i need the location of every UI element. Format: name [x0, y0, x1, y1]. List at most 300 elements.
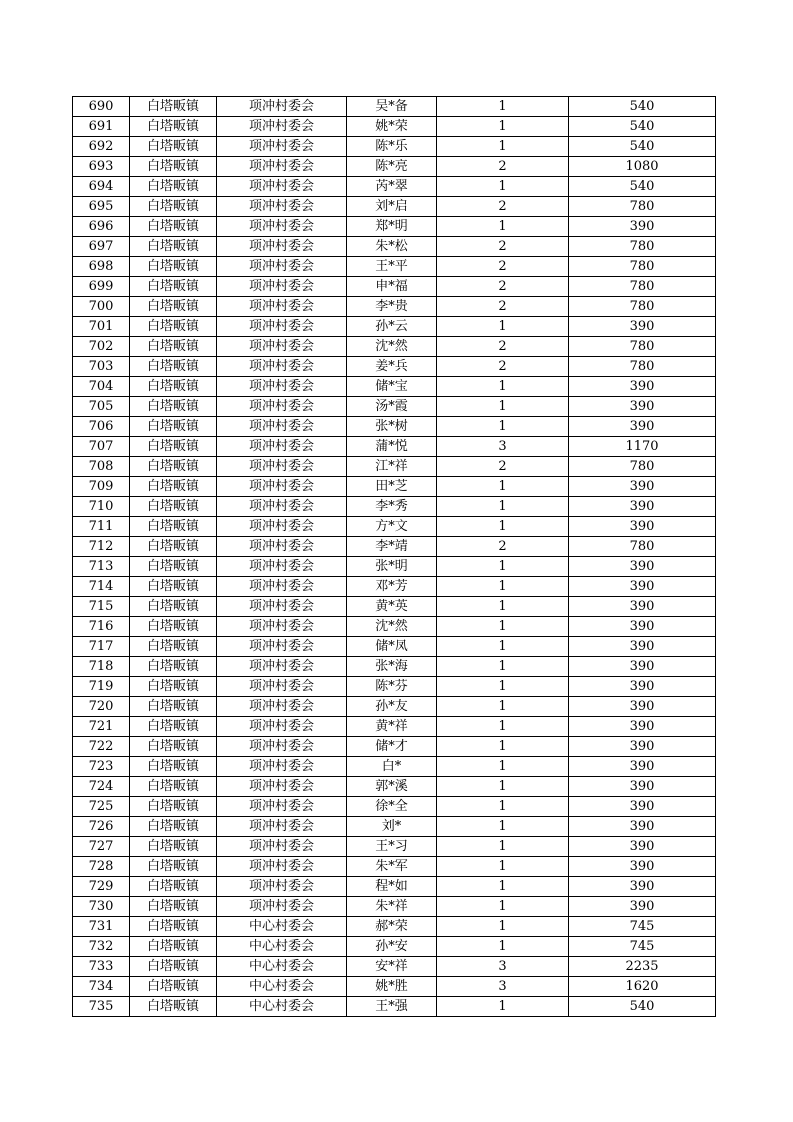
amount-cell: 390 [569, 837, 716, 857]
person-name-cell: 王*平 [347, 257, 437, 277]
table-row [73, 257, 716, 277]
row-number-cell: 722 [73, 737, 130, 757]
amount-cell: 780 [569, 357, 716, 377]
row-number-cell: 730 [73, 897, 130, 917]
person-name-cell: 孙*友 [347, 697, 437, 717]
household-count-cell: 3 [437, 437, 569, 457]
town-cell: 白塔畈镇 [130, 717, 217, 737]
person-name-cell: 沈*然 [347, 617, 437, 637]
household-count-cell: 1 [437, 717, 569, 737]
town-cell: 白塔畈镇 [130, 697, 217, 717]
household-count-cell: 2 [437, 297, 569, 317]
row-number-cell: 699 [73, 277, 130, 297]
person-name-cell: 申*福 [347, 277, 437, 297]
amount-cell: 390 [569, 377, 716, 397]
village-committee-cell: 项冲村委会 [217, 217, 347, 237]
amount-cell: 780 [569, 197, 716, 217]
amount-cell: 390 [569, 857, 716, 877]
row-number-cell: 731 [73, 917, 130, 937]
village-committee-cell: 中心村委会 [217, 957, 347, 977]
town-cell: 白塔畈镇 [130, 997, 217, 1017]
table-row [73, 857, 716, 877]
amount-cell: 390 [569, 637, 716, 657]
village-committee-cell: 项冲村委会 [217, 357, 347, 377]
person-name-cell: 朱*军 [347, 857, 437, 877]
row-number-cell: 716 [73, 617, 130, 637]
household-count-cell: 2 [437, 237, 569, 257]
row-number-cell: 728 [73, 857, 130, 877]
village-committee-cell: 项冲村委会 [217, 897, 347, 917]
table-row [73, 337, 716, 357]
person-name-cell: 郑*明 [347, 217, 437, 237]
household-count-cell: 1 [437, 477, 569, 497]
row-number-cell: 727 [73, 837, 130, 857]
table-row [73, 437, 716, 457]
table-row [73, 597, 716, 617]
row-number-cell: 721 [73, 717, 130, 737]
town-cell: 白塔畈镇 [130, 917, 217, 937]
village-committee-cell: 项冲村委会 [217, 757, 347, 777]
person-name-cell: 陈*乐 [347, 137, 437, 157]
amount-cell: 390 [569, 517, 716, 537]
amount-cell: 390 [569, 557, 716, 577]
village-committee-cell: 项冲村委会 [217, 737, 347, 757]
town-cell: 白塔畈镇 [130, 477, 217, 497]
amount-cell: 390 [569, 477, 716, 497]
town-cell: 白塔畈镇 [130, 177, 217, 197]
amount-cell: 780 [569, 297, 716, 317]
household-count-cell: 1 [437, 837, 569, 857]
town-cell: 白塔畈镇 [130, 337, 217, 357]
village-committee-cell: 项冲村委会 [217, 97, 347, 117]
village-committee-cell: 项冲村委会 [217, 277, 347, 297]
household-count-cell: 2 [437, 537, 569, 557]
amount-cell: 540 [569, 97, 716, 117]
amount-cell: 390 [569, 737, 716, 757]
table-row [73, 977, 716, 997]
household-count-cell: 2 [437, 457, 569, 477]
town-cell: 白塔畈镇 [130, 317, 217, 337]
household-count-cell: 1 [437, 777, 569, 797]
row-number-cell: 714 [73, 577, 130, 597]
amount-cell: 1080 [569, 157, 716, 177]
household-count-cell: 1 [437, 217, 569, 237]
amount-cell: 390 [569, 817, 716, 837]
village-committee-cell: 项冲村委会 [217, 117, 347, 137]
person-name-cell: 安*祥 [347, 957, 437, 977]
row-number-cell: 707 [73, 437, 130, 457]
person-name-cell: 孙*云 [347, 317, 437, 337]
roster-table-body [73, 97, 716, 1017]
household-count-cell: 1 [437, 677, 569, 697]
household-count-cell: 1 [437, 577, 569, 597]
row-number-cell: 706 [73, 417, 130, 437]
row-number-cell: 725 [73, 797, 130, 817]
village-committee-cell: 项冲村委会 [217, 597, 347, 617]
amount-cell: 390 [569, 397, 716, 417]
town-cell: 白塔畈镇 [130, 257, 217, 277]
row-number-cell: 724 [73, 777, 130, 797]
village-committee-cell: 中心村委会 [217, 977, 347, 997]
person-name-cell: 汤*霞 [347, 397, 437, 417]
amount-cell: 390 [569, 757, 716, 777]
amount-cell: 780 [569, 457, 716, 477]
village-committee-cell: 项冲村委会 [217, 697, 347, 717]
row-number-cell: 726 [73, 817, 130, 837]
table-row [73, 777, 716, 797]
town-cell: 白塔畈镇 [130, 857, 217, 877]
household-count-cell: 1 [437, 737, 569, 757]
table-row [73, 157, 716, 177]
town-cell: 白塔畈镇 [130, 417, 217, 437]
amount-cell: 390 [569, 717, 716, 737]
town-cell: 白塔畈镇 [130, 657, 217, 677]
town-cell: 白塔畈镇 [130, 277, 217, 297]
table-row [73, 97, 716, 117]
row-number-cell: 692 [73, 137, 130, 157]
amount-cell: 390 [569, 677, 716, 697]
household-count-cell: 1 [437, 597, 569, 617]
table-row [73, 297, 716, 317]
town-cell: 白塔畈镇 [130, 97, 217, 117]
table-row [73, 197, 716, 217]
village-committee-cell: 项冲村委会 [217, 857, 347, 877]
village-committee-cell: 项冲村委会 [217, 137, 347, 157]
village-committee-cell: 中心村委会 [217, 937, 347, 957]
town-cell: 白塔畈镇 [130, 297, 217, 317]
person-name-cell: 张*树 [347, 417, 437, 437]
table-row [73, 897, 716, 917]
row-number-cell: 715 [73, 597, 130, 617]
person-name-cell: 郭*溪 [347, 777, 437, 797]
amount-cell: 780 [569, 257, 716, 277]
table-row [73, 397, 716, 417]
person-name-cell: 蒲*悦 [347, 437, 437, 457]
village-committee-cell: 项冲村委会 [217, 157, 347, 177]
amount-cell: 780 [569, 337, 716, 357]
village-committee-cell: 项冲村委会 [217, 577, 347, 597]
village-committee-cell: 项冲村委会 [217, 457, 347, 477]
person-name-cell: 黄*祥 [347, 717, 437, 737]
row-number-cell: 733 [73, 957, 130, 977]
row-number-cell: 734 [73, 977, 130, 997]
town-cell: 白塔畈镇 [130, 377, 217, 397]
row-number-cell: 723 [73, 757, 130, 777]
village-committee-cell: 项冲村委会 [217, 177, 347, 197]
row-number-cell: 708 [73, 457, 130, 477]
amount-cell: 540 [569, 117, 716, 137]
table-row [73, 557, 716, 577]
town-cell: 白塔畈镇 [130, 777, 217, 797]
town-cell: 白塔畈镇 [130, 617, 217, 637]
row-number-cell: 710 [73, 497, 130, 517]
table-row [73, 377, 716, 397]
village-committee-cell: 项冲村委会 [217, 437, 347, 457]
village-committee-cell: 项冲村委会 [217, 497, 347, 517]
table-row [73, 657, 716, 677]
table-row [73, 677, 716, 697]
person-name-cell: 吴*备 [347, 97, 437, 117]
row-number-cell: 718 [73, 657, 130, 677]
row-number-cell: 695 [73, 197, 130, 217]
amount-cell: 390 [569, 877, 716, 897]
person-name-cell: 田*芝 [347, 477, 437, 497]
household-count-cell: 2 [437, 257, 569, 277]
household-count-cell: 1 [437, 797, 569, 817]
amount-cell: 745 [569, 937, 716, 957]
person-name-cell: 芮*翠 [347, 177, 437, 197]
table-row [73, 237, 716, 257]
person-name-cell: 黄*英 [347, 597, 437, 617]
person-name-cell: 张*海 [347, 657, 437, 677]
village-committee-cell: 项冲村委会 [217, 197, 347, 217]
person-name-cell: 邓*芳 [347, 577, 437, 597]
household-count-cell: 1 [437, 897, 569, 917]
table-row [73, 957, 716, 977]
table-row [73, 357, 716, 377]
amount-cell: 390 [569, 697, 716, 717]
household-count-cell: 1 [437, 937, 569, 957]
town-cell: 白塔畈镇 [130, 897, 217, 917]
town-cell: 白塔畈镇 [130, 117, 217, 137]
household-count-cell: 1 [437, 877, 569, 897]
row-number-cell: 696 [73, 217, 130, 237]
row-number-cell: 693 [73, 157, 130, 177]
village-committee-cell: 项冲村委会 [217, 557, 347, 577]
village-committee-cell: 项冲村委会 [217, 337, 347, 357]
table-row [73, 617, 716, 637]
household-count-cell: 1 [437, 817, 569, 837]
person-name-cell: 沈*然 [347, 337, 437, 357]
table-row [73, 517, 716, 537]
household-count-cell: 1 [437, 117, 569, 137]
village-committee-cell: 项冲村委会 [217, 297, 347, 317]
village-committee-cell: 项冲村委会 [217, 537, 347, 557]
amount-cell: 1170 [569, 437, 716, 457]
row-number-cell: 712 [73, 537, 130, 557]
village-committee-cell: 项冲村委会 [217, 417, 347, 437]
amount-cell: 390 [569, 657, 716, 677]
town-cell: 白塔畈镇 [130, 957, 217, 977]
town-cell: 白塔畈镇 [130, 517, 217, 537]
person-name-cell: 程*如 [347, 877, 437, 897]
town-cell: 白塔畈镇 [130, 877, 217, 897]
household-count-cell: 1 [437, 497, 569, 517]
amount-cell: 390 [569, 497, 716, 517]
town-cell: 白塔畈镇 [130, 537, 217, 557]
town-cell: 白塔畈镇 [130, 197, 217, 217]
village-committee-cell: 项冲村委会 [217, 677, 347, 697]
row-number-cell: 713 [73, 557, 130, 577]
row-number-cell: 709 [73, 477, 130, 497]
table-row [73, 537, 716, 557]
town-cell: 白塔畈镇 [130, 977, 217, 997]
household-count-cell: 2 [437, 197, 569, 217]
row-number-cell: 698 [73, 257, 130, 277]
table-row [73, 277, 716, 297]
person-name-cell: 姚*胜 [347, 977, 437, 997]
household-count-cell: 1 [437, 617, 569, 637]
table-row [73, 917, 716, 937]
table-row [73, 817, 716, 837]
village-committee-cell: 项冲村委会 [217, 717, 347, 737]
row-number-cell: 717 [73, 637, 130, 657]
person-name-cell: 郝*荣 [347, 917, 437, 937]
village-committee-cell: 项冲村委会 [217, 477, 347, 497]
town-cell: 白塔畈镇 [130, 497, 217, 517]
person-name-cell: 储*凤 [347, 637, 437, 657]
household-count-cell: 1 [437, 177, 569, 197]
village-committee-cell: 项冲村委会 [217, 817, 347, 837]
row-number-cell: 719 [73, 677, 130, 697]
village-committee-cell: 项冲村委会 [217, 877, 347, 897]
household-count-cell: 2 [437, 337, 569, 357]
amount-cell: 780 [569, 277, 716, 297]
amount-cell: 390 [569, 797, 716, 817]
person-name-cell: 刘*启 [347, 197, 437, 217]
town-cell: 白塔畈镇 [130, 357, 217, 377]
household-count-cell: 1 [437, 997, 569, 1017]
person-name-cell: 储*才 [347, 737, 437, 757]
table-row [73, 577, 716, 597]
person-name-cell: 朱*祥 [347, 897, 437, 917]
person-name-cell: 姜*兵 [347, 357, 437, 377]
table-row [73, 697, 716, 717]
household-count-cell: 1 [437, 557, 569, 577]
amount-cell: 390 [569, 597, 716, 617]
town-cell: 白塔畈镇 [130, 817, 217, 837]
amount-cell: 390 [569, 897, 716, 917]
person-name-cell: 刘* [347, 817, 437, 837]
household-count-cell: 3 [437, 977, 569, 997]
amount-cell: 390 [569, 217, 716, 237]
table-row [73, 737, 716, 757]
town-cell: 白塔畈镇 [130, 237, 217, 257]
town-cell: 白塔畈镇 [130, 137, 217, 157]
town-cell: 白塔畈镇 [130, 457, 217, 477]
town-cell: 白塔畈镇 [130, 217, 217, 237]
household-count-cell: 1 [437, 697, 569, 717]
table-row [73, 317, 716, 337]
town-cell: 白塔畈镇 [130, 637, 217, 657]
row-number-cell: 694 [73, 177, 130, 197]
person-name-cell: 朱*松 [347, 237, 437, 257]
amount-cell: 390 [569, 577, 716, 597]
row-number-cell: 704 [73, 377, 130, 397]
town-cell: 白塔畈镇 [130, 157, 217, 177]
village-committee-cell: 项冲村委会 [217, 657, 347, 677]
village-committee-cell: 项冲村委会 [217, 777, 347, 797]
row-number-cell: 697 [73, 237, 130, 257]
person-name-cell: 徐*全 [347, 797, 437, 817]
row-number-cell: 705 [73, 397, 130, 417]
person-name-cell: 储*宝 [347, 377, 437, 397]
household-count-cell: 3 [437, 957, 569, 977]
person-name-cell: 李*秀 [347, 497, 437, 517]
town-cell: 白塔畈镇 [130, 837, 217, 857]
table-row [73, 117, 716, 137]
person-name-cell: 白* [347, 757, 437, 777]
town-cell: 白塔畈镇 [130, 677, 217, 697]
table-row [73, 837, 716, 857]
person-name-cell: 孙*安 [347, 937, 437, 957]
town-cell: 白塔畈镇 [130, 557, 217, 577]
person-name-cell: 王*习 [347, 837, 437, 857]
household-count-cell: 1 [437, 137, 569, 157]
person-name-cell: 陈*芬 [347, 677, 437, 697]
household-count-cell: 1 [437, 417, 569, 437]
village-committee-cell: 项冲村委会 [217, 517, 347, 537]
amount-cell: 780 [569, 237, 716, 257]
row-number-cell: 720 [73, 697, 130, 717]
table-row [73, 797, 716, 817]
amount-cell: 540 [569, 997, 716, 1017]
row-number-cell: 711 [73, 517, 130, 537]
household-count-cell: 1 [437, 657, 569, 677]
table-row [73, 417, 716, 437]
household-count-cell: 2 [437, 277, 569, 297]
row-number-cell: 690 [73, 97, 130, 117]
person-name-cell: 陈*亮 [347, 157, 437, 177]
household-count-cell: 1 [437, 97, 569, 117]
village-committee-cell: 项冲村委会 [217, 637, 347, 657]
amount-cell: 1620 [569, 977, 716, 997]
amount-cell: 540 [569, 177, 716, 197]
table-row [73, 637, 716, 657]
row-number-cell: 691 [73, 117, 130, 137]
table-row [73, 457, 716, 477]
household-count-cell: 1 [437, 757, 569, 777]
table-row [73, 997, 716, 1017]
table-row [73, 877, 716, 897]
row-number-cell: 732 [73, 937, 130, 957]
row-number-cell: 702 [73, 337, 130, 357]
village-committee-cell: 中心村委会 [217, 997, 347, 1017]
row-number-cell: 703 [73, 357, 130, 377]
town-cell: 白塔畈镇 [130, 397, 217, 417]
row-number-cell: 701 [73, 317, 130, 337]
table-row [73, 757, 716, 777]
table-row [73, 137, 716, 157]
town-cell: 白塔畈镇 [130, 437, 217, 457]
village-committee-cell: 项冲村委会 [217, 317, 347, 337]
person-name-cell: 方*文 [347, 517, 437, 537]
person-name-cell: 张*明 [347, 557, 437, 577]
household-count-cell: 1 [437, 517, 569, 537]
town-cell: 白塔畈镇 [130, 577, 217, 597]
household-count-cell: 1 [437, 857, 569, 877]
person-name-cell: 王*强 [347, 997, 437, 1017]
town-cell: 白塔畈镇 [130, 757, 217, 777]
person-name-cell: 姚*荣 [347, 117, 437, 137]
town-cell: 白塔畈镇 [130, 597, 217, 617]
person-name-cell: 江*祥 [347, 457, 437, 477]
village-committee-cell: 中心村委会 [217, 917, 347, 937]
village-committee-cell: 项冲村委会 [217, 397, 347, 417]
amount-cell: 2235 [569, 957, 716, 977]
amount-cell: 390 [569, 777, 716, 797]
village-committee-cell: 项冲村委会 [217, 837, 347, 857]
table-row [73, 477, 716, 497]
table-row [73, 497, 716, 517]
table-row [73, 177, 716, 197]
amount-cell: 390 [569, 417, 716, 437]
household-count-cell: 1 [437, 397, 569, 417]
village-committee-cell: 项冲村委会 [217, 797, 347, 817]
row-number-cell: 700 [73, 297, 130, 317]
row-number-cell: 735 [73, 997, 130, 1017]
village-committee-cell: 项冲村委会 [217, 377, 347, 397]
